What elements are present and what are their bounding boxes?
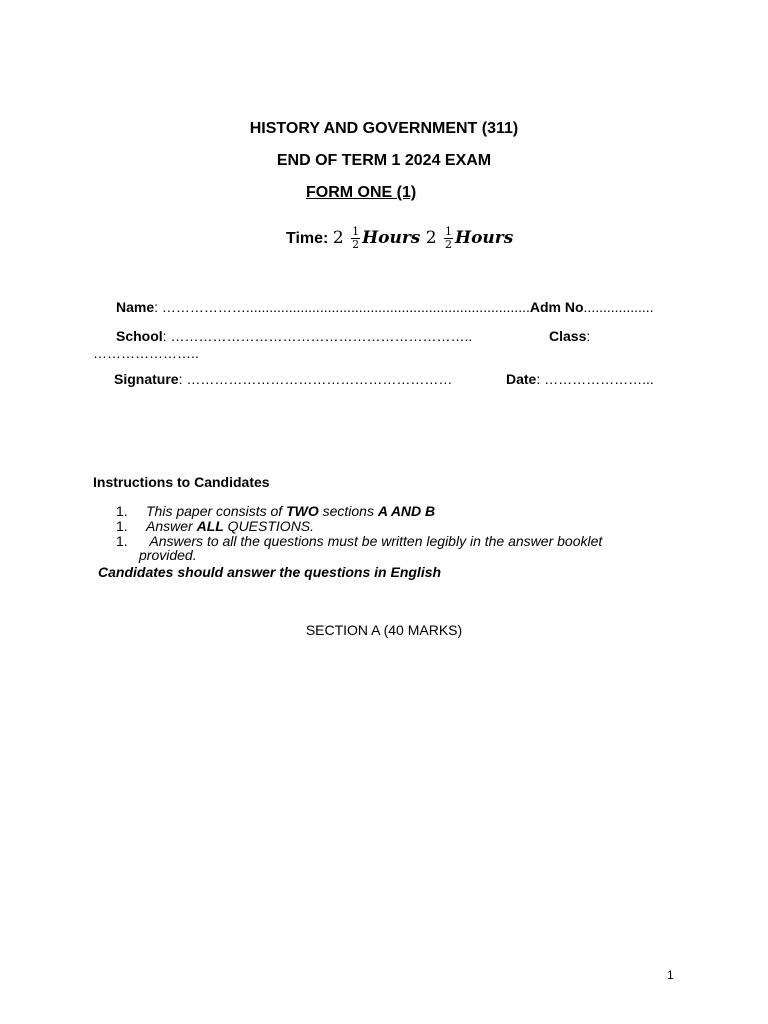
exam-time — [286, 226, 513, 251]
list-number: 1. — [116, 533, 128, 549]
signature-dots: : ………………………………………………… — [178, 371, 453, 387]
time-value-1 — [332, 225, 426, 251]
instruction-text: Answer — [146, 518, 197, 534]
instruction-emphasis: TWO — [286, 503, 319, 519]
instruction-item — [116, 503, 435, 519]
signature-label: Signature — [114, 371, 179, 387]
date-label: Date — [506, 371, 537, 387]
signature-field[interactable] — [114, 371, 452, 387]
section-title: SECTION A (40 MARKS) — [305, 622, 463, 638]
instruction-item — [116, 518, 314, 534]
instruction-emphasis: ALL — [196, 518, 224, 534]
list-number: 1. — [116, 518, 128, 534]
language-note: Candidates should answer the questions in English — [98, 564, 442, 580]
form-level: FORM ONE (1) — [306, 184, 417, 201]
class-dots-continued: ………………….. — [93, 345, 199, 361]
time-denominator: 2 — [352, 238, 360, 251]
time-whole-2: 2 — [425, 228, 437, 248]
date-dots: : …………………... — [536, 371, 654, 387]
class-label: Class — [549, 328, 587, 344]
name-label: Name — [116, 299, 155, 315]
name-dots: : ………………......................................................................... — [154, 299, 530, 315]
instruction-text: sections — [318, 503, 378, 519]
time-whole: 2 — [332, 228, 344, 248]
time-denominator-2: 2 — [445, 238, 453, 251]
school-field[interactable] — [116, 328, 472, 344]
adm-dots: .................. — [583, 299, 654, 315]
instruction-text: QUESTIONS. — [223, 518, 315, 534]
time-fraction-2 — [444, 226, 453, 251]
class-field[interactable] — [549, 328, 590, 344]
school-label: School — [116, 328, 163, 344]
adm-label: Adm No — [529, 299, 584, 315]
time-unit: Hours — [362, 228, 421, 248]
exam-title: END OF TERM 1 2024 EXAM — [276, 152, 492, 169]
instruction-text: This paper consists of — [146, 503, 287, 519]
page-number: 1 — [667, 968, 674, 982]
name-field[interactable] — [116, 299, 654, 315]
time-numerator: 1 — [352, 225, 360, 238]
time-numerator-2: 1 — [445, 225, 453, 238]
instruction-text-continued: provided. — [139, 547, 197, 563]
date-field[interactable] — [506, 371, 654, 387]
instruction-emphasis: A AND B — [377, 503, 436, 519]
list-number: 1. — [116, 503, 128, 519]
time-fraction — [351, 226, 360, 251]
time-value-2 — [425, 225, 514, 251]
time-label: Time: — [286, 229, 329, 247]
school-dots: : ……………………………………………………….. — [162, 328, 473, 344]
class-dots: : — [586, 328, 591, 344]
instruction-text: Answers to all the questions must be written legibly in the answer booklet — [146, 533, 603, 549]
exam-subject: HISTORY AND GOVERNMENT (311) — [249, 120, 519, 137]
time-unit-2: Hours — [455, 228, 514, 248]
instructions-heading: Instructions to Candidates — [93, 474, 270, 490]
